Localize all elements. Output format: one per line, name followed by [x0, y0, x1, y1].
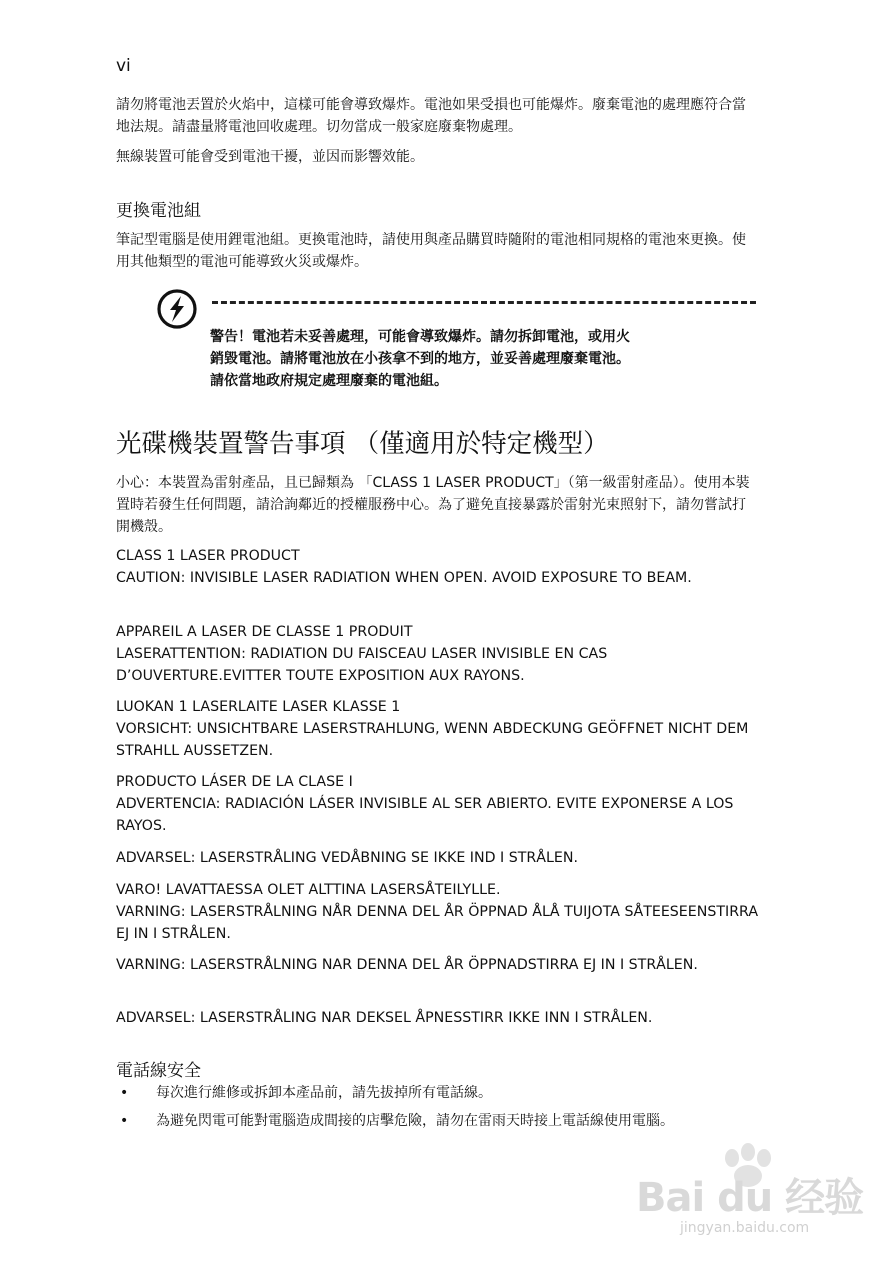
laser-fr-line-1: APPAREIL A LASER DE CLASSE 1 PRODUIT — [116, 624, 413, 640]
laser-notice-french — [116, 621, 766, 687]
list-item-text: 每次進行維修或拆卸本產品前，請先拔掉所有電話線。 — [156, 1085, 492, 1101]
phone-line-list — [116, 1082, 756, 1138]
list-item-text: 為避免閃電可能對電腦造成間接的店擊危險，請勿在雷雨天時接上電話線使用電腦。 — [156, 1113, 674, 1129]
laser-notice-spanish — [116, 771, 766, 837]
optical-drive-heading: 光碟機裝置警告事項 （僅適用於特定機型） — [116, 429, 609, 459]
warning-divider — [212, 301, 756, 304]
laser-fr-line-2: LASERATTENTION: RADIATION DU FAISCEAU LASER INVISIBLE EN CAS D’OUVERTURE.EVITTER TOUTE EXPOSITION AUX RAYONS. — [116, 646, 608, 684]
laser-caution-paragraph: 小心：本裝置為雷射產品，且已歸類為 「CLASS 1 LASER PRODUCT」（第一級雷射產品）。使用本裝置時若發生任何問題，請洽詢鄰近的授權服務中心。為了避免直接暴露於雷射光束照射下，請勿嘗試打開機殼。 — [116, 475, 750, 535]
laser-fi-line-1: VARO! LAVATTAESSA OLET ALTTINA LASERSÅTEILYLLE. — [116, 882, 501, 898]
laser-da-line-1: ADVARSEL: LASERSTRÅLING VEDÅBNING SE IKKE IND I STRÅLEN. — [116, 850, 578, 866]
laser-notice-swedish — [116, 954, 766, 976]
laser-notice-norwegian — [116, 1007, 766, 1029]
battery-warning-box — [210, 326, 750, 392]
laser-en-line-2: CAUTION: INVISIBLE LASER RADIATION WHEN OPEN. AVOID EXPOSURE TO BEAM. — [116, 570, 692, 586]
laser-notice-english — [116, 545, 766, 589]
list-item — [116, 1110, 756, 1132]
laser-es-line-1: PRODUCTO LÁSER DE LA CLASE I — [116, 774, 353, 790]
phone-line-heading: 電話線安全 — [116, 1061, 201, 1081]
laser-notice-finnish — [116, 879, 766, 945]
laser-de-line-2: VORSICHT: UNSICHTBARE LASERSTRAHLUNG, WENN ABDECKUNG GEÖFFNET NICHT DEM STRAHLL AUSSETZEN. — [116, 721, 749, 759]
laser-sv-line-1: VARNING: LASERSTRÅLNING NAR DENNA DEL ÅR ÖPPNADSTIRRA EJ IN I STRÅLEN. — [116, 957, 698, 973]
laser-notice-german — [116, 696, 766, 762]
warning-line-2: 銷毀電池。請將電池放在小孩拿不到的地方，並妥善處理廢棄電池。 — [210, 351, 630, 367]
warning-line-1: 警告！電池若未妥善處理，可能會導致爆炸。請勿拆卸電池，或用火 — [210, 329, 630, 345]
bullet-icon: • — [120, 1085, 129, 1101]
laser-no-line-1: ADVARSEL: LASERSTRÅLING NAR DEKSEL ÅPNESSTIRR IKKE INN I STRÅLEN. — [116, 1010, 653, 1026]
battery-disposal-paragraph: 請勿將電池丟置於火焰中，這樣可能會導致爆炸。電池如果受損也可能爆炸。廢棄電池的處理應符合當地法規。請盡量將電池回收處理。切勿當成一般家庭廢棄物處理。 — [116, 97, 746, 135]
laser-notice-danish — [116, 847, 766, 869]
replace-battery-heading: 更換電池組 — [116, 201, 201, 221]
bullet-icon: • — [120, 1113, 129, 1129]
laser-de-line-1: LUOKAN 1 LASERLAITE LASER KLASSE 1 — [116, 699, 401, 715]
lightning-warning-icon — [156, 288, 198, 330]
warning-line-3: 請依當地政府規定處理廢棄的電池組。 — [210, 373, 448, 389]
watermark-brand: Bai du 经验 — [636, 1175, 864, 1221]
laser-es-line-2: ADVERTENCIA: RADIACIÓN LÁSER INVISIBLE AL SER ABIERTO. EVITE EXPONERSE A LOS RAYOS. — [116, 796, 734, 834]
list-item — [116, 1082, 756, 1104]
laser-en-line-1: CLASS 1 LASER PRODUCT — [116, 548, 300, 564]
laser-fi-line-2: VARNING: LASERSTRÅLNING NÅR DENNA DEL ÅR ÖPPNAD ÅLÅ TUIJOTA SÅTEESEENSTIRRA EJ IN I STRÅLEN. — [116, 904, 759, 942]
watermark-url: jingyan.baidu.com — [680, 1220, 810, 1236]
wireless-interference-paragraph: 無線裝置可能會受到電池干擾，並因而影響效能。 — [116, 149, 424, 165]
replace-battery-paragraph: 筆記型電腦是使用鋰電池組。更換電池時，請使用與產品購買時隨附的電池相同規格的電池來更換。使用其他類型的電池可能導致火災或爆炸。 — [116, 232, 746, 270]
page-number: vi — [116, 56, 131, 76]
